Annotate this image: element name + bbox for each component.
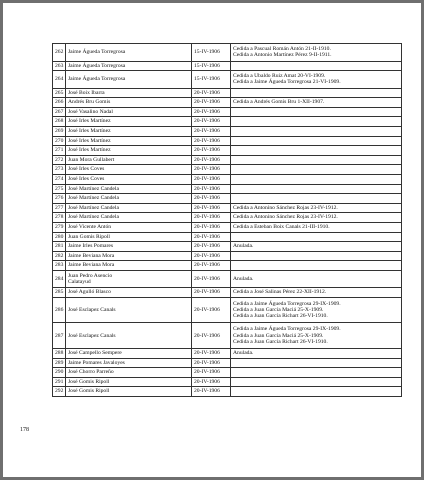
transfer-notes — [231, 88, 402, 98]
transfer-notes — [231, 146, 402, 156]
holder-name: José Boix Ibarra — [66, 88, 192, 98]
transfer-notes — [231, 297, 402, 323]
grant-date: 20-IV-1906 — [192, 126, 231, 136]
table-row — [53, 323, 402, 349]
transfer-note: Cedida a Antonino Sánchez Rojas 23-IV-1912. — [233, 204, 338, 211]
transfer-notes — [231, 107, 402, 117]
grant-date: 20-IV-1906 — [192, 107, 231, 117]
document-page — [3, 3, 421, 477]
grant-date: 20-IV-1906 — [192, 165, 231, 175]
grant-date: 20-IV-1906 — [192, 146, 231, 156]
table-row — [53, 297, 402, 323]
row-number: 274 — [53, 174, 66, 184]
row-number: 270 — [53, 136, 66, 146]
row-number: 288 — [53, 348, 66, 358]
table-row — [53, 213, 402, 223]
transfer-notes — [231, 242, 402, 252]
holder-name: José Martínez Candela — [66, 213, 192, 223]
row-number: 280 — [53, 232, 66, 242]
row-number: 265 — [53, 88, 66, 98]
transfer-notes — [231, 213, 402, 223]
table-row — [53, 165, 402, 175]
transfer-notes — [231, 261, 402, 271]
holder-name: Andrés Bru Gomis — [66, 98, 192, 108]
holder-name: José Vicente Antón — [66, 222, 192, 232]
transfer-note: Anulada. — [233, 243, 254, 250]
holder-name: Juan Mora Gullabert — [66, 155, 192, 165]
transfer-notes — [231, 61, 402, 71]
row-number: 267 — [53, 107, 66, 117]
row-number: 277 — [53, 203, 66, 213]
row-number: 268 — [53, 117, 66, 127]
holder-name: José Martínez Candela — [66, 184, 192, 194]
transfer-note: Cedida a José Salinas Pérez 22-XII-1912. — [233, 289, 327, 296]
table-row — [53, 61, 402, 71]
transfer-note: Cedida a Antonio Martínez Pérez 9-II-1911. — [233, 52, 332, 59]
grant-date: 20-IV-1906 — [192, 251, 231, 261]
grant-date: 20-IV-1906 — [192, 203, 231, 213]
table-row — [53, 368, 402, 378]
transfer-notes — [231, 323, 402, 349]
transfer-notes — [231, 203, 402, 213]
grant-date: 15-IV-1906 — [192, 61, 231, 71]
grant-date: 20-IV-1906 — [192, 136, 231, 146]
table-row — [53, 117, 402, 127]
table-row — [53, 242, 402, 252]
grant-date: 20-IV-1906 — [192, 194, 231, 204]
page-number: 178 — [20, 427, 29, 433]
holder-name — [66, 270, 192, 288]
holder-name: José Esclapez Canals — [66, 323, 192, 349]
transfer-note: Cedida a Jaime Águeda Torregrosa 29-IX-1909. — [233, 326, 341, 333]
transfer-notes — [231, 98, 402, 108]
table-row — [53, 136, 402, 146]
transfer-note: Cedida a Jaime Águeda Torregrosa 29-IX-1909. — [233, 300, 341, 307]
grant-date: 20-IV-1906 — [192, 288, 231, 298]
grant-date: 20-IV-1906 — [192, 155, 231, 165]
grant-date: 20-IV-1906 — [192, 88, 231, 98]
grant-date: 20-IV-1906 — [192, 377, 231, 387]
table-row — [53, 377, 402, 387]
grant-date: 20-IV-1906 — [192, 270, 231, 288]
row-number: 281 — [53, 242, 66, 252]
holder-name: Jaime Beviana Mora — [66, 251, 192, 261]
transfer-notes — [231, 194, 402, 204]
row-number: 282 — [53, 251, 66, 261]
row-number: 271 — [53, 146, 66, 156]
table-row — [53, 288, 402, 298]
transfer-notes — [231, 44, 402, 62]
transfer-note: Cedida a Andrés Gomis Bru 1-XII-1907. — [233, 99, 325, 106]
grant-date: 20-IV-1906 — [192, 261, 231, 271]
row-number: 292 — [53, 387, 66, 397]
transfer-notes — [231, 155, 402, 165]
transfer-note: Cedida a Antonino Sánchez Rojas 23-IV-1912. — [233, 214, 338, 221]
table-row — [53, 146, 402, 156]
holder-name: José Irles Martínez — [66, 146, 192, 156]
transfer-note: Cedida a Juan García Maciá 25-X-1909. — [233, 332, 324, 339]
transfer-note: Cedida a Pascual Román Antón 21-II-1910. — [233, 45, 331, 52]
row-number: 264 — [53, 71, 66, 89]
row-number: 283 — [53, 261, 66, 271]
holder-name: José Martínez Candela — [66, 203, 192, 213]
table-row — [53, 251, 402, 261]
transfer-notes — [231, 348, 402, 358]
grant-date: 20-IV-1906 — [192, 387, 231, 397]
transfer-note: Cedida a Juan García Richart 26-VI-1910. — [233, 338, 328, 345]
table-row — [53, 88, 402, 98]
table-row — [53, 71, 402, 89]
grant-date: 15-IV-1906 — [192, 71, 231, 89]
row-number: 287 — [53, 323, 66, 349]
grant-date: 20-IV-1906 — [192, 242, 231, 252]
table-row — [53, 155, 402, 165]
holder-name: Jaime Irles Pomares — [66, 242, 192, 252]
transfer-notes — [231, 126, 402, 136]
holder-name: José Martínez Candela — [66, 194, 192, 204]
table-row — [53, 174, 402, 184]
grant-date: 20-IV-1906 — [192, 348, 231, 358]
holder-name: Jaime Águeda Torregrosa — [66, 44, 192, 62]
grant-date: 20-IV-1906 — [192, 222, 231, 232]
table-row — [53, 261, 402, 271]
row-number: 263 — [53, 61, 66, 71]
transfer-note: Cedida a Esteban Boix Canals 21-III-1910. — [233, 224, 330, 230]
holder-name-line: Juan Pedro Asencio — [68, 272, 113, 279]
row-number: 276 — [53, 194, 66, 204]
holder-name: Jaime Águeda Torregrosa — [66, 71, 192, 89]
holder-name: Jaime Beviana Mora — [66, 261, 192, 271]
table-row — [53, 387, 402, 397]
row-number: 273 — [53, 165, 66, 175]
transfer-notes — [231, 251, 402, 261]
holder-name: José Gomis Ripoll — [66, 377, 192, 387]
transfer-notes — [231, 288, 402, 298]
holder-name: José Irles Martínez — [66, 136, 192, 146]
grant-date: 20-IV-1906 — [192, 184, 231, 194]
row-number: 290 — [53, 368, 66, 378]
table-row — [53, 270, 402, 288]
transfer-notes — [231, 387, 402, 397]
holder-name: José Gomis Ripoll — [66, 387, 192, 397]
transfer-notes — [231, 222, 402, 232]
transfer-notes — [231, 165, 402, 175]
license-register-table — [52, 43, 402, 397]
holder-name: José Campello Sempere — [66, 348, 192, 358]
transfer-note: Cedida a Juan García Maciá 25-X-1909. — [233, 307, 324, 314]
row-number: 291 — [53, 377, 66, 387]
row-number: 278 — [53, 213, 66, 223]
transfer-notes — [231, 232, 402, 242]
row-number: 284 — [53, 270, 66, 288]
table-row — [53, 98, 402, 108]
table-row — [53, 222, 402, 232]
holder-name: Juan Gomis Ripoll — [66, 232, 192, 242]
row-number: 289 — [53, 358, 66, 368]
row-number: 262 — [53, 44, 66, 62]
table-row — [53, 348, 402, 358]
row-number: 279 — [53, 222, 66, 232]
grant-date: 15-IV-1906 — [192, 44, 231, 62]
grant-date: 20-IV-1906 — [192, 368, 231, 378]
holder-name: José Vasalino Nadal — [66, 107, 192, 117]
holder-name: José Irles Martínez — [66, 117, 192, 127]
grant-date: 20-IV-1906 — [192, 297, 231, 323]
row-number: 272 — [53, 155, 66, 165]
table-row — [53, 358, 402, 368]
grant-date: 20-IV-1906 — [192, 232, 231, 242]
transfer-notes — [231, 368, 402, 378]
holder-name: José Irles Martínez — [66, 126, 192, 136]
grant-date: 20-IV-1906 — [192, 174, 231, 184]
table-row — [53, 232, 402, 242]
transfer-notes — [231, 358, 402, 368]
row-number: 269 — [53, 126, 66, 136]
grant-date: 20-IV-1906 — [192, 323, 231, 349]
transfer-notes — [231, 174, 402, 184]
transfer-note: Cedida a Jaime Águeda Torregrosa 21-VI-1909. — [233, 79, 341, 86]
transfer-notes — [231, 117, 402, 127]
transfer-notes — [231, 136, 402, 146]
holder-name: José Chorro Parreño — [66, 368, 192, 378]
transfer-notes — [231, 184, 402, 194]
grant-date: 20-IV-1906 — [192, 98, 231, 108]
table-row — [53, 203, 402, 213]
table-row — [53, 194, 402, 204]
transfer-notes — [231, 270, 402, 288]
grant-date: 20-IV-1906 — [192, 117, 231, 127]
holder-name: José Agulló Blasco — [66, 288, 192, 298]
register-body — [53, 44, 402, 397]
holder-name: Jaime Pomares Javaloyes — [66, 358, 192, 368]
transfer-note: Anulada. — [233, 275, 254, 282]
holder-name: José Irles Coves — [66, 174, 192, 184]
holder-name: José Irles Coves — [66, 165, 192, 175]
holder-name-line: Calatayud — [68, 279, 91, 286]
grant-date: 20-IV-1906 — [192, 358, 231, 368]
row-number: 285 — [53, 288, 66, 298]
table-row — [53, 126, 402, 136]
row-number: 286 — [53, 297, 66, 323]
transfer-note: Cedida a Juan García Richart 26-VI-1910. — [233, 313, 328, 320]
transfer-note: Anulada. — [233, 350, 254, 357]
grant-date: 20-IV-1906 — [192, 213, 231, 223]
holder-name: Jaime Águeda Torregrosa — [66, 61, 192, 71]
holder-name: José Esclapez Canals — [66, 297, 192, 323]
table-row — [53, 184, 402, 194]
table-row — [53, 107, 402, 117]
transfer-note: Cedida a Ubaldo Ruiz Amat 20-VI-1909. — [233, 72, 326, 79]
row-number: 275 — [53, 184, 66, 194]
transfer-notes — [231, 377, 402, 387]
transfer-notes — [231, 71, 402, 89]
table-row — [53, 44, 402, 62]
row-number: 266 — [53, 98, 66, 108]
